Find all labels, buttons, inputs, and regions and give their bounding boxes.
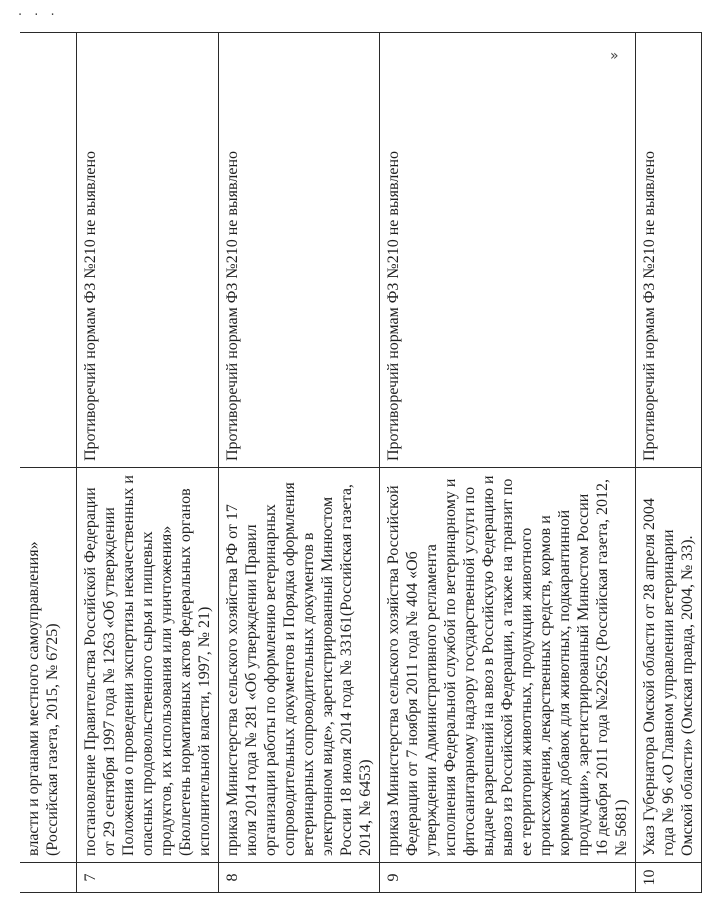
row-number: 8	[218, 863, 379, 893]
row-number	[20, 863, 76, 893]
document-cell: Указ Губернатора Омской области от 28 апреля 2004 года № 96 «О Главном управлении ветеринарии Омской области» (Омская правда, 2004, № 33).	[635, 468, 701, 863]
table-row-continuation	[20, 33, 76, 893]
table-row	[379, 33, 635, 893]
result-cell	[20, 33, 76, 468]
table-row	[218, 33, 379, 893]
row-number: 10	[635, 863, 701, 893]
table-row	[635, 33, 701, 893]
document-cell: приказ Министерства сельского хозяйства Российской Федерации от 7 ноября 2011 года № 404 «Об утверждении Административного регламента исполнения Федеральной службой по ветеринарному и фитосанитарному надзору государственной услуги по выдаче разрешений на ввоз в Российскую Федерацию и вывоз из Российской Федерации, а также на транзит по ее территории животных, продукции животного происхождения, лекарственных средств, кормов и кормовых добавок для животных, подкарантинной продукции», зарегистрированный Минюстом России 16 декабря 2011 года №22652 (Российская газета, 2012, № 5681)	[379, 468, 635, 863]
scan-artifact-top-left: · · ·	[18, 8, 59, 23]
result-cell: Противоречий нормам ФЗ №210 не выявлено	[635, 33, 701, 468]
result-cell: Противоречий нормам ФЗ №210 не выявлено	[76, 33, 218, 468]
table-row	[76, 33, 218, 893]
scan-artifact-right: »	[610, 48, 619, 64]
document-cell: приказ Министерства сельского хозяйства РФ от 17 июля 2014 года № 281 «Об утверждении Правил организации работы по оформлению ветеринарных сопроводительных документов и Порядка оформления ветеринарных сопроводительных документов в электронном виде», зарегистрированный Минюстом России 18 июля 2014 года № 33161(Российская газета, 2014, № 6453)	[218, 468, 379, 863]
row-number: 9	[379, 863, 635, 893]
result-cell: Противоречий нормам ФЗ №210 не выявлено	[218, 33, 379, 468]
result-cell: Противоречий нормам ФЗ №210 не выявлено	[379, 33, 635, 468]
document-cell: власти и органами местного самоуправления» (Российская газета, 2015, № 6725)	[20, 468, 76, 863]
document-cell: постановление Правительства Российской Федерации от 29 сентября 1997 года № 1263 «Об утверждении Положения о проведении экспертизы некачественных и опасных продовольственного сырья и пищевых продуктов, их использования или уничтожения» (Бюллетень нормативных актов федеральных органов исполнительной власти, 1997, № 21)	[76, 468, 218, 863]
row-number: 7	[76, 863, 218, 893]
legal-acts-table	[20, 32, 702, 893]
